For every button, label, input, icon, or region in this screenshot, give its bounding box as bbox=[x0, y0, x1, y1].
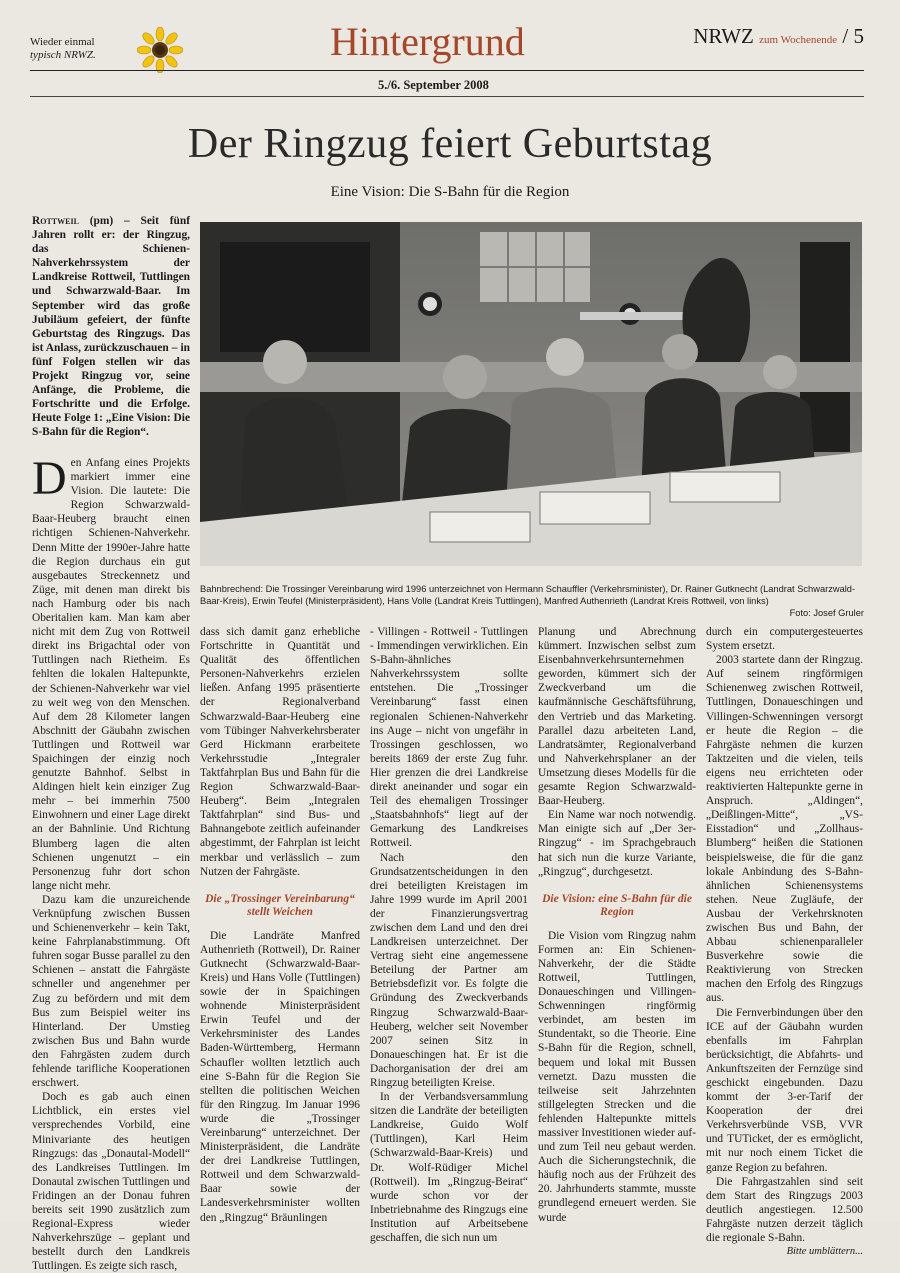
intro-text: (pm) – Seit fünf Jahren rollt er: der Ringzug, das Schienen-Nahverkehrssystem der Landkreise Rottweil, Tuttlingen und Schwarzwald-Baar. Im September wird das große Jubiläum gefeiert, der fünfte Geburtstag des Ringzugs. Das ist Anlass, zurückzuschauen – in fünf Folgen stellen wir das Projekt Ringzug vor, seine Anfänge, die Probleme, die Fortschritte und die Erfolge. Heute Folge 1: „Eine Vision: Die S-Bahn für die Region“. bbox=[32, 215, 190, 439]
section-subtitle: Die „Trossinger Vereinbarung“ stellt Weichen bbox=[205, 892, 355, 918]
slogan bbox=[30, 36, 96, 62]
photo-caption bbox=[200, 583, 864, 619]
paragraph: Die Fernverbindungen über den ICE auf der Gäubahn wurden ebenfalls im Fahrplan berücksichtigt, die Abfahrts- und Ankunftszeiten der Fernzüge sind geschickt eingebunden. Dazu kommt der 3-er-Tarif der Kooperation der drei Verkehrsverbünde VSB, VVR und TUTicket, der es ermöglicht, mit nur noch einem Ticket die ganze Region zu befahren. bbox=[706, 1006, 863, 1174]
column-3 bbox=[370, 625, 528, 1245]
column-1 bbox=[32, 452, 190, 1273]
slogan-line2: typisch NRWZ. bbox=[30, 49, 96, 61]
article-intro bbox=[32, 214, 190, 440]
brand-block bbox=[693, 24, 864, 49]
section-title: Hintergrund bbox=[330, 19, 525, 64]
intro-place: Rottweil bbox=[32, 215, 79, 227]
column-2 bbox=[200, 625, 360, 1225]
column-5 bbox=[706, 625, 863, 1259]
paragraph: durch ein computergesteuertes System ersetzt. bbox=[706, 626, 863, 653]
paragraph: Ein Name war noch notwendig. Man einigte sich auf „Der 3er-Ringzug“ - im Sprachgebrauch hat sich nun die kurze Variante, „Ringzug“, durchgesetzt. bbox=[538, 809, 696, 878]
paragraph: - Villingen - Rottweil - Tuttlingen - Immendingen verwirklichen. Ein S-Bahn-ähnliches Nahverkehrssystem sollte entstehen. Die „Trossinger Vereinbarung“ fasst einen regionalen Schienen-Nahverkehr ins Auge – nicht von ungefähr in Trossingen geschlossen, wo bereits 1869 der erste Zug fuhr. Hier grenzen die drei Landkreise direkt aneinander und sogar ein Teil des ehemaligen Trossinger „Staatsbahnhofs“ liegt auf der Gemarkung des Landkreises Rottweil. bbox=[370, 626, 528, 850]
paragraph: Nach den Grundsatzentscheidungen in den drei beteiligten Kreistagen im Jahre 1999 wurde im April 2001 der Finanzierungsvertrag zwischen dem Land und den drei Landkreisen unterzeichnet. Der Vertrag sieht eine angemessene Beteilung der Partner am Betriebsdefizit vor. Es folgte die Gründung des Zweckverbands Ringzug Schwarzwald-Baar-Heuberg, welcher seit November 2007 seinen Sitz in Donaueschingen hat. Er ist die Dachorganisation der drei am Ringzug beteiligten Kreise. bbox=[370, 851, 528, 1089]
paragraph: Die Fahrgastzahlen sind seit dem Start des Ringzugs 2003 deutlich angestiegen. 12.500 Fahrgäste nutzen derzeit täglich die regionale S-Bahn. bbox=[706, 1175, 863, 1245]
page-number: / 5 bbox=[842, 24, 864, 48]
paragraph: Doch es gab auch einen Lichtblick, ein erstes viel versprechendes Vorbild, eine Minivariante des heutigen Ringzugs: das „Donautal-Modell“ des Landkreises Tuttlingen. Im Donautal zwischen Tuttlingen und Fridingen an der Donau fuhren bereits seit 1990 zusätzlich zum Regional-Express wieder Nahverkehrszüge – geplant und bestellt durch den Landkreis Tuttlingen. Es zeigte sich rasch, bbox=[32, 1091, 190, 1273]
header-rule bbox=[30, 70, 864, 71]
brand-sub: zum Wochenende bbox=[759, 34, 838, 46]
slogan-line1: Wieder einmal bbox=[30, 36, 95, 48]
paragraph-text: en Anfang eines Projekts markiert immer eine Vision. Die lautete: Die Region Schwarzwald-Baar-Heuberg braucht einen richtigen Schienen-Nahverkehr. Denn Mitte der 1990er-Jahre hatte die Region durchaus ein gut ausgebautes Streckennetz und Züge, mit denen man direkt bis nach Hamburg oder bis nach Oberitalien kam. Man kam aber nicht mit dem Zug von Rottweil direkt ins Brigachtal oder von Tuttlingen nach Rietheim. Es fehlten die lokalen Haltepunkte, der Schienen-Nahverkehr war viel zu weit weg von den Menschen. Auf dem 28 Kilometer langen Abschnitt der Gäubahn zwischen Tuttlingen und Rottweil war Spaichingen der einzig noch genutzte Bahnhof. Selbst in Aldingen hielt kein einziger Zug mehr – bei immerhin 7500 Einwohnern und einer Lage direkt an der Bahnlinie. Und Richtung Blumberg lagen die alten Schienen ungenutzt – ein Personenzug fuhr dort schon lange nicht mehr. bbox=[32, 457, 190, 892]
caption-text: Bahnbrechend: Die Trossinger Vereinbarung wird 1996 unterzeichnet von Hermann Schauffler (Verkehrsminister), Dr. Rainer Gutknecht (Landrat Schwarzwald-Baar-Kreis), Erwin Teufel (Ministerpräsident), Hans Volle (Landrat Kreis Tuttlingen), Manfred Authenrieth (Landrat Kreis Rottweil, von links) bbox=[200, 584, 856, 606]
signing-photo bbox=[200, 222, 862, 566]
photo-credit: Foto: Josef Gruler bbox=[789, 608, 864, 618]
brand-name: NRWZ bbox=[693, 24, 754, 48]
issue-date: 5./6. September 2008 bbox=[378, 78, 489, 92]
paragraph: Die Vision vom Ringzug nahm Formen an: Ein Schienen-Nahverkehr, der die Städte Rottweil, Tuttlingen, Donaueschingen und Villingen-Schwenningen ringförmig verbindet, am besten im Stundentakt, so die Theorie. Eine S-Bahn für die Region, schnell, bequem und lokal mit Bussen vernetzt. Dazu mussten die teilweise seit Jahrzehnten stillgelegten Strecken und die fehlenden Haltepunkte mittels massiver Investitionen wieder auf- und zum Teil neu gebaut werden. Auch die Sicherungstechnik, die häufig noch aus der Frühzeit des 20. Jahrhunderts stammte, musste grundlegend erneuert werden. Sie wurde bbox=[538, 929, 696, 1224]
drop-cap: D bbox=[32, 452, 67, 505]
paragraph bbox=[32, 452, 190, 893]
paragraph: 2003 startete dann der Ringzug. Auf seinem ringförmigen Schienenweg zwischen Rottweil, Tuttlingen, Donaueschingen und Villingen-Schwenningen versorgt er heute die Region – die Fahrgäste nehmen die kurzen Taktzeiten und die vielen, teils eigens neu errichteten oder reaktivierten Haltepunkte gerne in Anspruch. „Aldingen“, „Deißlingen-Mitte“, „VS-Eisstadion“ und „Zollhaus-Blumberg“ heißen die Stationen beispielsweise, die für die ganz lokale Anbindung des S-Bahn-ähnlichen Schienensystems stehen. Neue Zugläufe, der Ausbau der Verkehrsknoten zwischen Bus und Bahn, der Abbau schienenparalleler Busverkehre sowie die Reaktivierung von Strecken machen den Erfolg des Ringzugs aus. bbox=[706, 654, 863, 1005]
section-subtitle: Die Vision: eine S-Bahn für die Region bbox=[542, 892, 692, 918]
article-subheadline: Eine Vision: Die S-Bahn für die Region bbox=[330, 184, 570, 200]
paragraph: Die Landräte Manfred Authenrieth (Rottweil), Dr. Rainer Gutknecht (Schwarzwald-Baar-Kreis) und Hans Volle (Tuttlingen) sowie der in Spaichingen wohnende Ministerpräsident Erwin Teufel und der Verkehrsminister des Landes Baden-Württemberg, Hermann Schaufler wollten letztlich auch eine S-Bahn für die Region Sie stellten die politischen Weichen für den Ringzug. Im Januar 1996 wurde die „Trossinger Vereinbarung“ unterzeichnet. Der Ministerpräsident, die Landräte der drei Landkreise Tuttlingen, Rottweil und dem Schwarzwald-Baar sowie der Landesverkehrsminister wollten den „Ringzug“ Bräunlingen bbox=[200, 929, 360, 1224]
paragraph: Planung und Abrechnung kümmert. Inzwischen selbst zum Eisenbahnverkehrsunternehmen geworden, kümmert sich der Zweckverband um die kaufmännische Geschäftsführung, den Vertrieb und das Marketing. Parallel dazu arbeiteten Land, Landratsämter, Regionalverband und Nahverkehrsplaner an der Umsetzung dieses Modells für die gesamte Region Schwarzwald-Baar-Heuberg. bbox=[538, 626, 696, 808]
paragraph: Dazu kam die unzureichende Verknüpfung zwischen Bussen und Schienenverkehr – kein Takt, keine Fahrplanabstimmung. Oft fuhren sogar Busse parallel zu den Schienen – anstatt die Fahrgäste schneller und angenehmer per Zug zu befördern und mit dem Bus zum Beispiel weiter ins Hinterland. Der Umstieg zwischen Bus und Bahn wurde den Fahrgästen zudem durch fehlende tarifliche Kooperationen erschwert. bbox=[32, 893, 190, 1090]
date-rule bbox=[30, 96, 864, 97]
paragraph: dass sich damit ganz erhebliche Fortschritte in Quantität und Qualität des öffentlichen Personen-Nahverkehrs erzielen ließen. Anfang 1995 präsentierte der Regionalverband Schwarzwald-Baar-Heuberg eine vom Tübinger Nahverkehrsberater Gerd Hickmann erarbeitete Verkehrsstudie „Integraler Taktfahrplan Bus und Bahn für die Region Schwarzwald-Baar-Heuberg“. Beim „Integralen Taktfahrplan“ sind Bus- und Bahnangebote zeitlich aufeinander abgestimmt, der Fahrplan ist leicht merkbar und verlässlich – zum Nutzen der Fahrgäste. bbox=[200, 626, 360, 878]
sunflower-logo-icon bbox=[137, 27, 183, 73]
column-4 bbox=[538, 625, 696, 1225]
article-headline: Der Ringzug feiert Geburtstag bbox=[187, 121, 713, 167]
paragraph: In der Verbandsversammlung sitzen die Landräte der beteiligten Landkreise, Guido Wolf (Tuttlingen), Karl Heim (Schwarzwald-Baar-Kreis) und Dr. Wolf-Rüdiger Michel (Rottweil). Im „Ringzug-Beirat“ wurde schon vor der Inbetriebnahme des Ringzugs eine Institution auf Arbeitsebene geschaffen, die sich nun um bbox=[370, 1091, 528, 1245]
continued-note: Bitte umblättern... bbox=[786, 1246, 863, 1258]
